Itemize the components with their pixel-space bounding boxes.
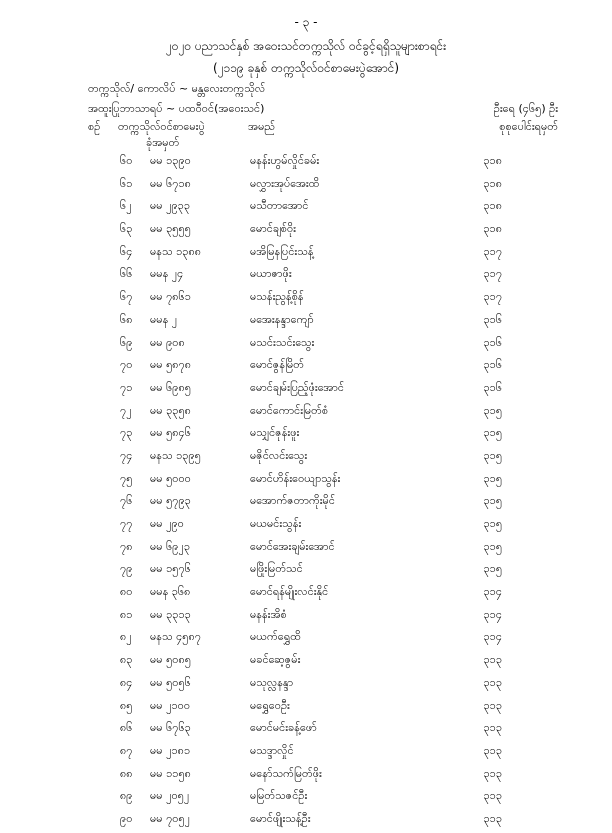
- row-number: ၆၀: [120, 154, 133, 167]
- exam-id: မမ ၁၃၉၀: [150, 154, 191, 167]
- exam-id: မမ ၅၀၅၆: [150, 675, 191, 689]
- exam-id: မမ ၅၀၀၀: [150, 471, 191, 485]
- row-number: ၆၉: [120, 335, 133, 349]
- total-score: ၃၁၃: [483, 675, 502, 689]
- total-score: ၃၁၄: [483, 630, 502, 644]
- table-row: [120, 356, 502, 379]
- document-title: ၂၀၂၀ ပညာသင်နှစ် အဝေးသင်တက္ကသိုလ် ဝင်ခွင့်ရရှိသူများစာရင်း: [165, 39, 447, 53]
- total-score: ၃၁၈: [483, 154, 502, 167]
- table-row: [120, 719, 502, 742]
- student-name: မလွှားအုပ်အေးထိ: [250, 176, 320, 190]
- row-number: ၈၀: [120, 585, 133, 599]
- row-number: ၈၆: [120, 721, 133, 735]
- student-name: မရွှေဝေဦး: [250, 698, 290, 712]
- table-row: [120, 787, 502, 810]
- total-score: ၃၁၆: [483, 312, 502, 326]
- row-number: ၈၉: [120, 789, 133, 803]
- row-number: ၉၀: [120, 811, 133, 825]
- row-number: ၇၄: [120, 448, 133, 462]
- table-row: [120, 492, 502, 515]
- student-name: မယက်ရွှေထိ: [250, 630, 301, 644]
- exam-id: မမ ၆၇၁၈: [150, 176, 191, 190]
- document-subtitle: (၂၁၁၉ ခုနှစ် တက္ကသိုလ်ဝင်စာမေးပွဲအောင်): [212, 61, 400, 75]
- header-score: စုစုပေါင်းရမှတ်: [499, 120, 558, 133]
- table-row: [120, 515, 502, 538]
- exam-id: မမ ၂၉၀: [150, 517, 184, 530]
- student-name: မောင်ချစ်ဝိုး: [250, 222, 296, 236]
- header-name: အမည်: [248, 120, 276, 133]
- row-number: ၆၃: [120, 222, 133, 236]
- total-score: ၃၁၃: [483, 789, 502, 803]
- total-score: ၃၁၆: [483, 335, 502, 349]
- table-row: [120, 243, 502, 266]
- total-score: ၃၁၃: [483, 743, 502, 757]
- exam-id: မမ ၃၃၁၃: [150, 607, 191, 621]
- total-score: ၃၁၈: [483, 176, 502, 190]
- student-name: မောင်ဟိန်းဝေယျာသွန်း: [250, 471, 341, 485]
- table-row: [120, 651, 502, 674]
- student-name: မနန်းအိစံ: [250, 607, 287, 621]
- student-name: မယမင်းသွန်း: [250, 517, 302, 530]
- row-number: ၇၂: [120, 403, 132, 417]
- total-score: ၃၁၇: [483, 290, 502, 304]
- exam-id: မမ ၂၀၅၂: [150, 789, 190, 803]
- row-number: ၇၈: [120, 539, 133, 553]
- table-row: [120, 220, 502, 243]
- total-score: ၃၁၆: [483, 358, 502, 372]
- table-row: [120, 810, 502, 833]
- total-score: ၃၁၇: [483, 244, 502, 258]
- student-name: မဇိုင်လင်းသွေး: [250, 448, 308, 462]
- student-name: မောင်ဇွန်မြိတ်: [250, 358, 304, 372]
- row-number: ၆၈: [120, 312, 133, 326]
- table-row: [120, 447, 502, 470]
- student-name: မသဒ္ဒာလှိုင်: [250, 743, 294, 757]
- header-exam-id-line2: ခုံအမှတ်: [146, 136, 180, 149]
- total-score: ၃၁၅: [483, 448, 502, 462]
- total-score: ၃၁၅: [483, 494, 502, 508]
- row-number: ၇၅: [120, 471, 133, 485]
- row-number: ၆၆: [120, 267, 133, 281]
- exam-id: မမန ၂၄: [150, 267, 184, 281]
- table-row: [120, 560, 502, 583]
- table-row: [120, 311, 502, 334]
- total-score: ၃၁၅: [483, 403, 502, 417]
- total-score: ၃၁၅: [483, 517, 502, 530]
- student-name: မမြတ်သဇင်ဦး: [250, 789, 308, 803]
- table-row: [120, 402, 502, 425]
- exam-id: မမ ၆၉၈၅: [150, 380, 191, 394]
- table-row: [120, 152, 502, 175]
- row-number: ၈၄: [120, 675, 133, 689]
- student-name: မောင်ကောင်းမြတ်စံ: [250, 403, 329, 417]
- table-row: [120, 424, 502, 447]
- row-number: ၇၁: [120, 380, 133, 394]
- exam-id: မမ ၆၇၆၃: [150, 721, 191, 735]
- exam-id: မနသ ၄၅၈၇: [150, 630, 201, 644]
- total-score: ၃၁၃: [483, 698, 502, 712]
- total-score: ၃၁၃: [483, 811, 502, 825]
- total-score: ၃၁၃: [483, 653, 502, 667]
- student-name: မောင်အေးချမ်းအောင်: [250, 539, 335, 553]
- row-number: ၇၆: [120, 494, 133, 508]
- university-line: တက္ကသိုလ်/ ကောလိပ် ~ မန္တလေးတက္ကသိုလ်: [88, 82, 266, 95]
- total-score: ၃၁၆: [483, 380, 502, 394]
- results-table: [120, 152, 502, 833]
- student-name: မအေးနန္ဒာကျော်: [250, 312, 314, 326]
- row-number: ၈၁: [120, 607, 133, 621]
- table-row: [120, 470, 502, 493]
- student-name: မနန်းဟွမ်လှိုင်ခမ်း: [250, 154, 320, 167]
- table-row: [120, 628, 502, 651]
- table-row: [120, 606, 502, 629]
- student-name: မသန်းညွန့်စိုန်: [250, 290, 304, 304]
- table-header: [88, 120, 558, 154]
- student-name: မောင်ဖျိုးသန့်ဦး: [250, 811, 311, 825]
- row-number: ၆၂: [120, 199, 132, 213]
- row-number: ၈၈: [120, 766, 133, 780]
- total-score: ၃၁၇: [483, 267, 502, 281]
- row-number: ၈၃: [120, 653, 133, 667]
- exam-id: မမ ၃၃၅၈: [150, 403, 191, 417]
- student-name: မသင်းသင်းသွေး: [250, 335, 315, 349]
- exam-id: မမ ၅၈၄၆: [150, 426, 191, 440]
- total-score: ၃၁၈: [483, 222, 502, 236]
- table-row: [120, 538, 502, 561]
- row-number: ၇၀: [120, 358, 133, 372]
- total-score: ၃၁၄: [483, 585, 502, 599]
- student-name: မသျှင်ဇုန်းဖူး: [250, 426, 300, 440]
- student-name: မဖြိုးမြတ်သင်: [250, 562, 303, 576]
- row-number: ၈၇: [120, 743, 133, 757]
- exam-id: မမ ၁၁၅၈: [150, 766, 191, 780]
- table-row: [120, 697, 502, 720]
- student-name: မအိမြနပြင်းသန့်: [250, 244, 314, 258]
- exam-id: မမ ၂၉၃၃: [150, 199, 191, 213]
- exam-id: မမ ၇၈၆၁: [150, 290, 191, 304]
- total-score: ၃၁၄: [483, 607, 502, 621]
- student-name: မခင်ဆေ့ဇွမ်း: [250, 653, 301, 667]
- row-number: ၇၇: [120, 517, 133, 530]
- total-count-label: ဦးရေ (၄၆၅) ဦး: [493, 102, 558, 115]
- total-score: ၃၁၅: [483, 539, 502, 553]
- exam-id: မမ ၆၉၂၃: [150, 539, 191, 553]
- table-row: [120, 175, 502, 198]
- header-exam-id: တက္ကသိုလ်ဝင်စာမေးပွဲ: [118, 120, 205, 133]
- row-number: ၇၃: [120, 426, 133, 440]
- exam-id: မမ ၅၈၇၈: [150, 358, 192, 372]
- subject-line: [88, 102, 558, 118]
- exam-id: မမ ၇၀၅၂: [150, 811, 191, 825]
- total-score: ၃၁၅: [483, 562, 502, 576]
- total-score: ၃၁၅: [483, 426, 502, 440]
- row-number: ၇၉: [120, 562, 133, 576]
- row-number: ၆၇: [120, 290, 133, 304]
- exam-id: မမ ၅၀၈၅: [150, 653, 191, 667]
- student-name: မောင်မင်းခန့်ဖော်: [250, 721, 317, 735]
- row-number: ၈၅: [120, 698, 133, 712]
- exam-id: မမ ၉၀၈: [150, 335, 185, 349]
- page-number: - ၃ -: [294, 15, 318, 29]
- student-name: မသီတာအောင်: [250, 199, 309, 213]
- row-number: ၈၂: [120, 630, 132, 644]
- table-row: [120, 583, 502, 606]
- table-row: [120, 742, 502, 765]
- total-score: ၃၁၅: [483, 471, 502, 485]
- exam-id: မမန ၂: [150, 312, 178, 326]
- exam-id: မမ ၃၅၅၅: [150, 222, 191, 236]
- row-number: ၆၁: [120, 176, 133, 190]
- table-row: [120, 674, 502, 697]
- exam-id: မမ ၁၅၇၆: [150, 562, 191, 576]
- student-name: မနော်သက်မြတ်ဖိုး: [250, 766, 322, 780]
- table-row: [120, 197, 502, 220]
- student-name: မောင်ချမ်းပြည့်ဖုံးအောင်: [250, 380, 344, 394]
- total-score: ၃၁၈: [483, 199, 502, 213]
- total-score: ၃၁၃: [483, 721, 502, 735]
- student-name: မအောက်ဇတာကိုးမိုင်: [250, 494, 335, 508]
- exam-id: မနသ ၁၃၈၈: [150, 244, 202, 258]
- exam-id: မမ ၅၇၉၃: [150, 494, 191, 508]
- exam-id: မမ ၂၁၀၀: [150, 698, 191, 712]
- table-row: [120, 288, 502, 311]
- total-score: ၃၁၃: [483, 766, 502, 780]
- student-name: မောင်ရန်မျိုးလင်းနိုင်: [250, 585, 329, 599]
- exam-id: မမန ၃၆၈: [150, 585, 191, 599]
- header-no: စဉ်: [88, 120, 101, 133]
- exam-id: မနသ ၁၃၉၅: [150, 448, 201, 462]
- table-row: [120, 379, 502, 402]
- table-row: [120, 265, 502, 288]
- table-row: [120, 765, 502, 788]
- subject-label: အထူးပြုဘာသာရပ် ~ ပထဝီဝင်(အဝေးသင်): [88, 102, 265, 115]
- student-name: မသုလ္လနန္ဒာ: [250, 675, 294, 689]
- exam-id: မမ ၂၁၈၁: [150, 743, 191, 757]
- table-row: [120, 334, 502, 357]
- student-name: မယာဇာဖိုး: [250, 267, 292, 281]
- row-number: ၆၄: [120, 244, 133, 258]
